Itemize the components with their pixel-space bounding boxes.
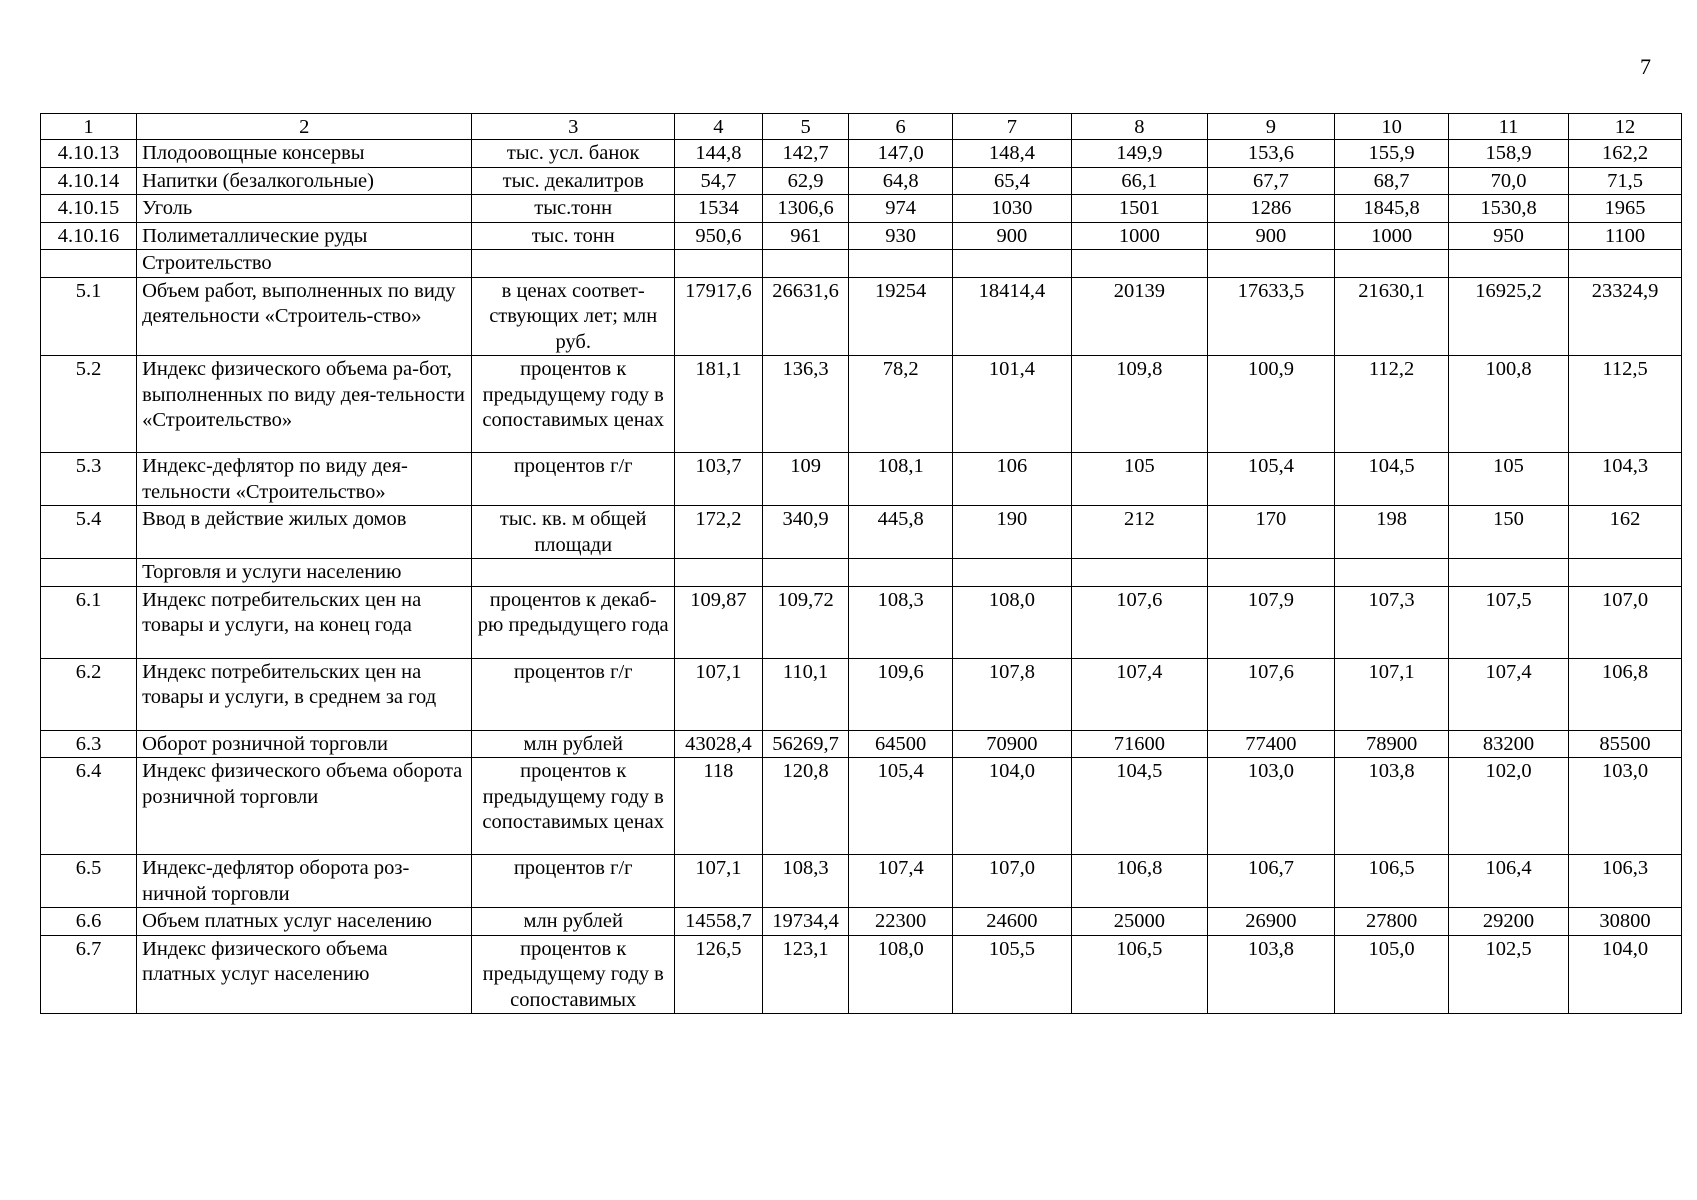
value-cell (1569, 559, 1682, 587)
value-cell: 102,0 (1448, 758, 1568, 855)
value-cell: 108,3 (849, 586, 952, 658)
value-cell: 109,6 (849, 658, 952, 730)
table-row (41, 140, 1682, 168)
unit: млн рублей (472, 908, 675, 936)
value-cell: 24600 (952, 908, 1071, 936)
value-cell: 100,8 (1448, 356, 1568, 453)
value-cell: 107,0 (1569, 586, 1682, 658)
row-code: 5.1 (41, 277, 137, 356)
value-cell: 107,4 (1448, 658, 1568, 730)
value-cell (1569, 250, 1682, 278)
value-cell: 105,5 (952, 935, 1071, 1014)
row-code: 4.10.14 (41, 167, 137, 195)
unit: тыс. кв. м общей площади (472, 506, 675, 559)
unit: процентов к предыдущему году в сопоставимых (472, 935, 675, 1014)
value-cell: 65,4 (952, 167, 1071, 195)
value-cell: 104,5 (1071, 758, 1207, 855)
value-cell: 105 (1071, 453, 1207, 506)
value-cell: 109 (762, 453, 849, 506)
unit: процентов г/г (472, 658, 675, 730)
value-cell: 198 (1335, 506, 1449, 559)
value-cell: 149,9 (1071, 140, 1207, 168)
value-cell: 108,3 (762, 855, 849, 908)
value-cell: 147,0 (849, 140, 952, 168)
indicator-name: Ввод в действие жилых домов (137, 506, 472, 559)
row-code: 4.10.16 (41, 222, 137, 250)
value-cell (849, 559, 952, 587)
value-cell: 930 (849, 222, 952, 250)
indicator-name: Полиметаллические руды (137, 222, 472, 250)
value-cell: 900 (1207, 222, 1334, 250)
value-cell: 83200 (1448, 730, 1568, 758)
value-cell: 109,8 (1071, 356, 1207, 453)
data-table (40, 113, 1682, 1014)
column-number: 9 (1207, 114, 1334, 140)
value-cell: 70,0 (1448, 167, 1568, 195)
unit: процентов г/г (472, 453, 675, 506)
indicator-name: Оборот розничной торговли (137, 730, 472, 758)
value-cell: 162,2 (1569, 140, 1682, 168)
value-cell: 106,7 (1207, 855, 1334, 908)
header-row (41, 114, 1682, 140)
value-cell: 974 (849, 195, 952, 223)
value-cell: 106,5 (1071, 935, 1207, 1014)
indicator-name: Индекс-дефлятор по виду дея-тельности «Строительство» (137, 453, 472, 506)
value-cell: 107,3 (1335, 586, 1449, 658)
value-cell: 107,1 (675, 855, 763, 908)
value-cell: 16925,2 (1448, 277, 1568, 356)
value-cell: 106,3 (1569, 855, 1682, 908)
value-cell (849, 250, 952, 278)
value-cell: 212 (1071, 506, 1207, 559)
value-cell: 103,8 (1207, 935, 1334, 1014)
value-cell: 26631,6 (762, 277, 849, 356)
table-row (41, 195, 1682, 223)
value-cell: 17633,5 (1207, 277, 1334, 356)
value-cell: 136,3 (762, 356, 849, 453)
table-row (41, 506, 1682, 559)
value-cell: 106,4 (1448, 855, 1568, 908)
table-row (41, 935, 1682, 1014)
value-cell: 106,5 (1335, 855, 1449, 908)
row-code-cell (41, 250, 137, 278)
value-cell: 104,0 (1569, 935, 1682, 1014)
value-cell: 23324,9 (1569, 277, 1682, 356)
section-row (41, 559, 1682, 587)
value-cell: 155,9 (1335, 140, 1449, 168)
unit-cell (472, 559, 675, 587)
value-cell: 148,4 (952, 140, 1071, 168)
value-cell: 144,8 (675, 140, 763, 168)
column-number: 4 (675, 114, 763, 140)
unit: тыс. тонн (472, 222, 675, 250)
value-cell: 29200 (1448, 908, 1568, 936)
value-cell: 27800 (1335, 908, 1449, 936)
value-cell: 181,1 (675, 356, 763, 453)
value-cell: 64,8 (849, 167, 952, 195)
value-cell: 107,5 (1448, 586, 1568, 658)
value-cell: 107,1 (1335, 658, 1449, 730)
indicator-name: Индекс физического объема ра-бот, выполненных по виду дея-тельности «Строительство» (137, 356, 472, 453)
value-cell: 112,5 (1569, 356, 1682, 453)
value-cell: 104,3 (1569, 453, 1682, 506)
value-cell: 21630,1 (1335, 277, 1449, 356)
value-cell (1071, 250, 1207, 278)
table-row (41, 730, 1682, 758)
value-cell: 77400 (1207, 730, 1334, 758)
unit: процентов к предыдущему году в сопоставимых ценах (472, 356, 675, 453)
column-number: 8 (1071, 114, 1207, 140)
value-cell (952, 250, 1071, 278)
column-number: 2 (137, 114, 472, 140)
value-cell: 1306,6 (762, 195, 849, 223)
value-cell: 105,4 (849, 758, 952, 855)
table-row (41, 855, 1682, 908)
indicator-name: Напитки (безалкогольные) (137, 167, 472, 195)
unit: тыс. декалитров (472, 167, 675, 195)
row-code: 6.4 (41, 758, 137, 855)
column-number: 5 (762, 114, 849, 140)
value-cell: 107,8 (952, 658, 1071, 730)
value-cell: 26900 (1207, 908, 1334, 936)
value-cell: 56269,7 (762, 730, 849, 758)
value-cell: 105,4 (1207, 453, 1334, 506)
unit: процентов к предыдущему году в сопоставимых ценах (472, 758, 675, 855)
value-cell: 950,6 (675, 222, 763, 250)
value-cell: 190 (952, 506, 1071, 559)
value-cell: 126,5 (675, 935, 763, 1014)
value-cell: 85500 (1569, 730, 1682, 758)
section-row (41, 250, 1682, 278)
column-number: 11 (1448, 114, 1568, 140)
table-row (41, 167, 1682, 195)
row-code: 6.3 (41, 730, 137, 758)
table-row (41, 356, 1682, 453)
value-cell: 950 (1448, 222, 1568, 250)
indicator-name: Индекс физического объема оборота розничной торговли (137, 758, 472, 855)
value-cell: 1845,8 (1335, 195, 1449, 223)
value-cell: 104,5 (1335, 453, 1449, 506)
value-cell: 25000 (1071, 908, 1207, 936)
value-cell: 14558,7 (675, 908, 763, 936)
value-cell: 107,0 (952, 855, 1071, 908)
value-cell: 30800 (1569, 908, 1682, 936)
indicator-name: Объем работ, выполненных по виду деятельности «Строитель-ство» (137, 277, 472, 356)
value-cell: 54,7 (675, 167, 763, 195)
value-cell: 123,1 (762, 935, 849, 1014)
table-row (41, 758, 1682, 855)
value-cell: 101,4 (952, 356, 1071, 453)
value-cell: 1100 (1569, 222, 1682, 250)
section-title: Торговля и услуги населению (137, 559, 472, 587)
table-body (41, 114, 1682, 1014)
indicator-name: Индекс-дефлятор оборота роз-ничной торговли (137, 855, 472, 908)
value-cell: 153,6 (1207, 140, 1334, 168)
row-code: 6.1 (41, 586, 137, 658)
value-cell: 110,1 (762, 658, 849, 730)
value-cell: 109,87 (675, 586, 763, 658)
value-cell: 104,0 (952, 758, 1071, 855)
value-cell: 109,72 (762, 586, 849, 658)
value-cell: 1286 (1207, 195, 1334, 223)
value-cell: 22300 (849, 908, 952, 936)
value-cell: 17917,6 (675, 277, 763, 356)
indicator-name: Индекс физического объема платных услуг населению (137, 935, 472, 1014)
table-row (41, 658, 1682, 730)
value-cell: 103,0 (1569, 758, 1682, 855)
value-cell: 103,8 (1335, 758, 1449, 855)
row-code: 6.6 (41, 908, 137, 936)
value-cell: 105 (1448, 453, 1568, 506)
table-row (41, 908, 1682, 936)
value-cell: 78900 (1335, 730, 1449, 758)
value-cell: 18414,4 (952, 277, 1071, 356)
value-cell (675, 559, 763, 587)
value-cell: 340,9 (762, 506, 849, 559)
value-cell (1071, 559, 1207, 587)
value-cell: 67,7 (1207, 167, 1334, 195)
value-cell: 1501 (1071, 195, 1207, 223)
row-code: 4.10.13 (41, 140, 137, 168)
value-cell: 112,2 (1335, 356, 1449, 453)
indicator-name: Плодоовощные консервы (137, 140, 472, 168)
value-cell: 106,8 (1569, 658, 1682, 730)
value-cell: 108,0 (952, 586, 1071, 658)
value-cell: 150 (1448, 506, 1568, 559)
indicator-name: Индекс потребительских цен на товары и услуги, в среднем за год (137, 658, 472, 730)
value-cell (1207, 559, 1334, 587)
value-cell: 107,9 (1207, 586, 1334, 658)
value-cell: 118 (675, 758, 763, 855)
value-cell: 107,1 (675, 658, 763, 730)
value-cell: 961 (762, 222, 849, 250)
value-cell: 64500 (849, 730, 952, 758)
value-cell: 107,6 (1071, 586, 1207, 658)
value-cell: 66,1 (1071, 167, 1207, 195)
value-cell: 108,1 (849, 453, 952, 506)
value-cell: 172,2 (675, 506, 763, 559)
value-cell: 162 (1569, 506, 1682, 559)
value-cell: 1030 (952, 195, 1071, 223)
value-cell (1335, 559, 1449, 587)
value-cell: 62,9 (762, 167, 849, 195)
unit: в ценах соответ-ствующих лет; млн руб. (472, 277, 675, 356)
value-cell: 1530,8 (1448, 195, 1568, 223)
indicator-name: Уголь (137, 195, 472, 223)
section-title: Строительство (137, 250, 472, 278)
value-cell: 106,8 (1071, 855, 1207, 908)
value-cell: 900 (952, 222, 1071, 250)
value-cell: 445,8 (849, 506, 952, 559)
value-cell: 103,7 (675, 453, 763, 506)
row-code-cell (41, 559, 137, 587)
column-number: 3 (472, 114, 675, 140)
column-number: 10 (1335, 114, 1449, 140)
unit: тыс. усл. банок (472, 140, 675, 168)
value-cell: 103,0 (1207, 758, 1334, 855)
value-cell: 20139 (1071, 277, 1207, 356)
value-cell: 70900 (952, 730, 1071, 758)
value-cell (952, 559, 1071, 587)
value-cell: 68,7 (1335, 167, 1449, 195)
column-number: 7 (952, 114, 1071, 140)
value-cell: 1534 (675, 195, 763, 223)
value-cell: 107,4 (849, 855, 952, 908)
table-row (41, 586, 1682, 658)
value-cell: 108,0 (849, 935, 952, 1014)
value-cell (675, 250, 763, 278)
value-cell: 142,7 (762, 140, 849, 168)
value-cell: 71600 (1071, 730, 1207, 758)
column-number: 12 (1569, 114, 1682, 140)
page-number: 7 (1640, 54, 1651, 79)
row-code: 6.7 (41, 935, 137, 1014)
row-code: 5.2 (41, 356, 137, 453)
value-cell (1207, 250, 1334, 278)
unit: млн рублей (472, 730, 675, 758)
value-cell (1448, 250, 1568, 278)
column-number: 6 (849, 114, 952, 140)
value-cell: 43028,4 (675, 730, 763, 758)
row-code: 5.3 (41, 453, 137, 506)
value-cell: 78,2 (849, 356, 952, 453)
value-cell: 1000 (1335, 222, 1449, 250)
value-cell: 19734,4 (762, 908, 849, 936)
value-cell (1335, 250, 1449, 278)
value-cell (1448, 559, 1568, 587)
row-code: 6.5 (41, 855, 137, 908)
column-number: 1 (41, 114, 137, 140)
value-cell (762, 559, 849, 587)
table-row (41, 453, 1682, 506)
unit-cell (472, 250, 675, 278)
value-cell: 107,6 (1207, 658, 1334, 730)
value-cell (762, 250, 849, 278)
value-cell: 1965 (1569, 195, 1682, 223)
value-cell: 105,0 (1335, 935, 1449, 1014)
row-code: 5.4 (41, 506, 137, 559)
value-cell: 120,8 (762, 758, 849, 855)
table-row (41, 277, 1682, 356)
value-cell: 71,5 (1569, 167, 1682, 195)
row-code: 4.10.15 (41, 195, 137, 223)
value-cell: 100,9 (1207, 356, 1334, 453)
value-cell: 19254 (849, 277, 952, 356)
unit: процентов г/г (472, 855, 675, 908)
table-row (41, 222, 1682, 250)
indicator-name: Индекс потребительских цен на товары и услуги, на конец года (137, 586, 472, 658)
value-cell: 170 (1207, 506, 1334, 559)
unit: тыс.тонн (472, 195, 675, 223)
value-cell: 1000 (1071, 222, 1207, 250)
unit: процентов к декаб-рю предыдущего года (472, 586, 675, 658)
indicator-name: Объем платных услуг населению (137, 908, 472, 936)
value-cell: 102,5 (1448, 935, 1568, 1014)
value-cell: 158,9 (1448, 140, 1568, 168)
value-cell: 107,4 (1071, 658, 1207, 730)
value-cell: 106 (952, 453, 1071, 506)
row-code: 6.2 (41, 658, 137, 730)
